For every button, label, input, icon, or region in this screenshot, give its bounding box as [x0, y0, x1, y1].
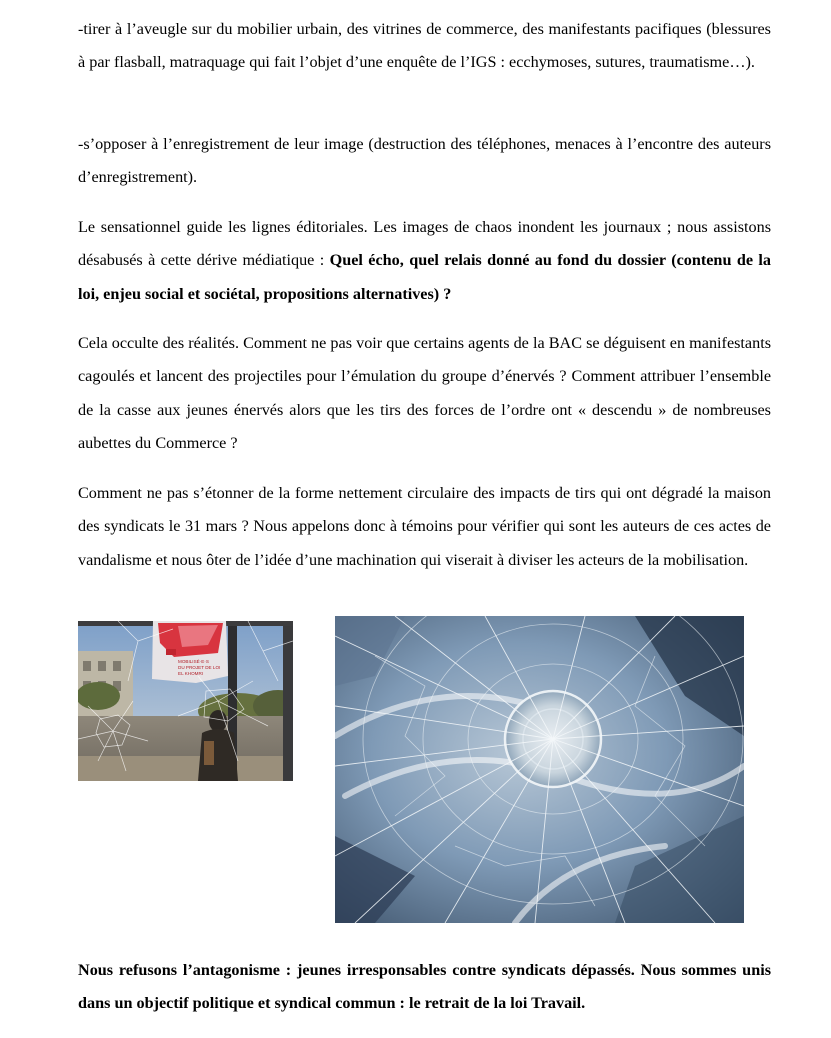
paragraph-tirer: -tirer à l’aveugle sur du mobilier urbain, des vitrines de commerce, des manifestants pacifiques (blessures à par flasball, matraquage qui fait l’objet d’une enquête de l’IGS : ecchymoses, sutures, traumatisme…). [78, 20, 771, 72]
paragraph-impacts-circulaires: Comment ne pas s’étonner de la forme nettement circulaire des impacts de tirs qui ont dégradé la maison des syndicats le 31 mars ? Nous appelons donc à témoins pour vérifier qui sont les auteurs de ces actes de vandalisme et nous ôter de l’idée d’une machination qui viserait à diviser les acteurs de la mobilisation. [78, 484, 771, 569]
paragraph-occulte-realites: Cela occulte des réalités. Comment ne pas voir que certains agents de la BAC se déguisent en manifestants cagoulés et lancent des projectiles pour l’émulation du groupe d’énervés ? Comment attribuer l’ensemble de la casse aux jeunes énervés alors que les tirs des forces de l’ordre ont « descendu » de nombreuses aubettes du Commerce ? [78, 334, 771, 452]
photo-broken-bus-shelter [78, 621, 293, 781]
paragraph-conclusion-text: Nous refusons l’antagonisme : jeunes irresponsables contre syndicats dépassés. Nous sommes unis dans un objectif politique et syndical commun : le retrait de la loi Travail. [78, 961, 771, 1013]
photo-circular-impact-glass [335, 616, 744, 923]
poster-line-2: DU PROJET DE LOI [178, 665, 221, 670]
photo-circular-impact-glass-image [335, 616, 744, 923]
paragraph-sensationnel [78, 211, 771, 311]
paragraph-sensationnel-text: Le sensationnel guide les lignes éditoriales. Les images de chaos inondent les journaux ; nous assistons désabusés à cette dérive médiatique : [78, 218, 771, 270]
poster-line-1: MOBILISÉ·E·S [178, 659, 209, 664]
paragraph-sensationnel-bold-question: Quel écho, quel relais donné au fond du dossier (contenu de la loi, enjeu social et sociétal, propositions alternatives) ? [78, 251, 771, 303]
paragraph-conclusion [78, 954, 771, 1021]
photo-broken-bus-shelter-image [78, 621, 293, 781]
paragraph-s-opposer: -s’opposer à l’enregistrement de leur image (destruction des téléphones, menaces à l’encontre des auteurs d’enregistrement). [78, 135, 771, 187]
poster-line-3: EL KHOMRI [178, 671, 204, 676]
